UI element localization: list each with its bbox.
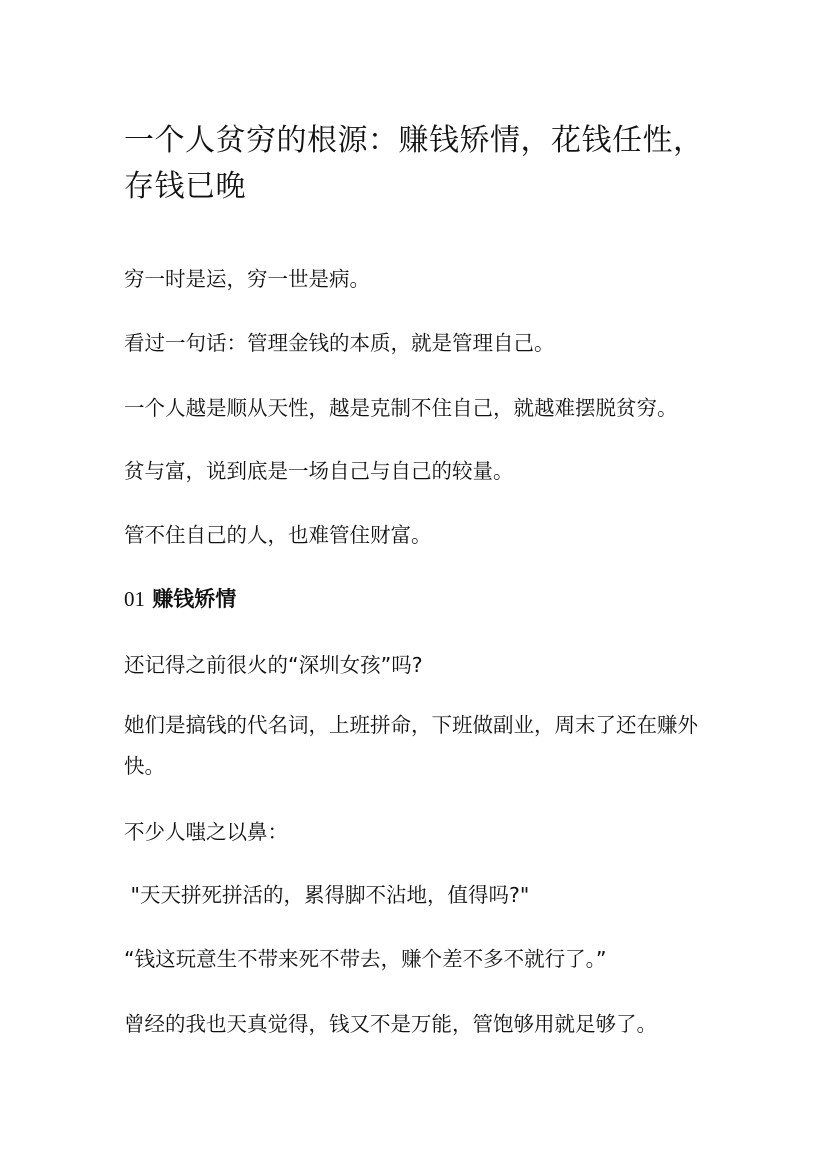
paragraph-7: 她们是搞钱的代名词，上班拼命，下班做副业，周末了还在赚外快。 <box>124 713 698 778</box>
paragraph-10: “钱这玩意生不带来死不带去，赚个差不多不就行了。” <box>124 947 607 971</box>
paragraph-4: 贫与富，说到底是一场自己与自己的较量。 <box>124 459 514 483</box>
paragraph-5: 管不住自己的人，也难管住财富。 <box>124 523 432 547</box>
paragraph-3: 一个人越是顺从天性，越是克制不住自己，就越难摆脱贫穷。 <box>124 396 678 420</box>
paragraph-1: 穷一时是运，穷一世是病。 <box>124 267 370 291</box>
article-title: 一个人贫穷的根源：赚钱矫情，花钱任性，存钱已晚 <box>124 123 704 204</box>
paragraph-2: 看过一句话：管理金钱的本质，就是管理自己。 <box>124 331 555 355</box>
section-number: 01 <box>124 587 145 611</box>
paragraph-11: 曾经的我也天真觉得，钱又不是万能，管饱够用就足够了。 <box>124 1012 657 1036</box>
section-title: 赚钱矫情 <box>152 587 237 611</box>
section-heading-01 <box>124 585 236 613</box>
paragraph-6: 还记得之前很火的“深圳女孩”吗? <box>124 653 423 677</box>
paragraph-9: "天天拼死拼活的，累得脚不沾地，值得吗?" <box>124 883 530 907</box>
paragraph-8: 不少人嗤之以鼻： <box>124 820 288 844</box>
